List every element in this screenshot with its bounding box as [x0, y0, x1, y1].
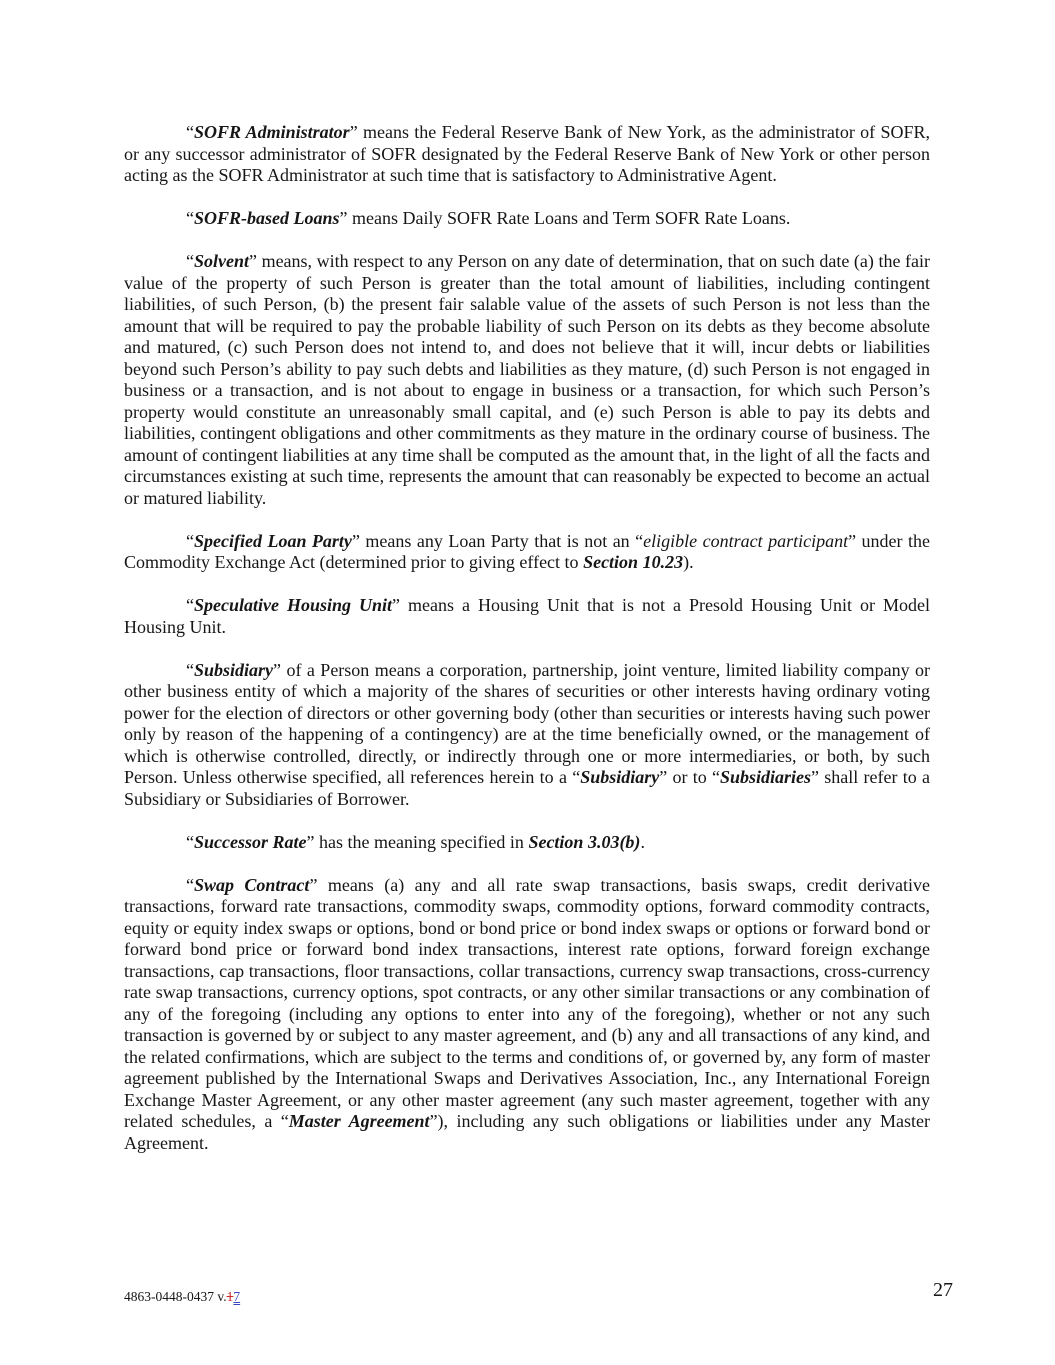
- paragraph-sofr-administrator: [124, 122, 930, 187]
- text-segment: Subsidiary: [580, 767, 660, 787]
- text-segment: eligible contract participant: [643, 530, 849, 551]
- text-segment: ” means any Loan Party that is not an “: [351, 530, 644, 551]
- text-segment: Master Agreement: [288, 1111, 430, 1131]
- text-segment: “: [186, 251, 194, 271]
- text-segment: “: [186, 530, 194, 551]
- paragraph-speculative-housing-unit: [124, 595, 930, 638]
- paragraph-swap-contract: [124, 875, 930, 1155]
- footer-doc-id: [124, 1289, 240, 1305]
- paragraph-specified-loan-party: [124, 531, 930, 574]
- text-segment: ”), including any such obligations or liabilities under any Master Agreement.: [124, 1111, 931, 1153]
- deleted-version-number: 1: [226, 1289, 234, 1304]
- text-segment: ” shall refer to a Subsidiary or Subsidiaries of Borrower.: [124, 767, 930, 809]
- doc-id-text: 4863-0448-0437 v.: [124, 1289, 227, 1304]
- text-segment: Section 3.03(b): [528, 831, 641, 852]
- text-segment: ” under the Commodity Exchange Act (determined prior to giving effect to: [124, 530, 930, 572]
- text-segment: ).: [683, 552, 694, 572]
- inserted-version-number: 7: [233, 1289, 241, 1304]
- text-segment: “: [186, 122, 194, 142]
- text-segment: “: [186, 595, 194, 615]
- text-segment: “: [186, 208, 194, 228]
- text-segment: SOFR Administrator: [194, 122, 350, 142]
- text-segment: ” has the meaning specified in: [306, 831, 529, 852]
- text-segment: Solvent: [194, 251, 250, 271]
- text-segment: ” or to “: [659, 767, 720, 787]
- text-segment: Subsidiary: [194, 659, 274, 680]
- text-segment: Specified Loan Party: [194, 530, 352, 551]
- paragraph-sofr-based-loans: [124, 208, 930, 230]
- text-segment: “: [186, 874, 194, 895]
- text-segment: ” of a Person means a corporation, partnership, joint venture, limited liability company or other business entity of which a majority of the shares of securities or other interests having ordinary voting power for the election of directors or other governing body (other than securities or interests having such power only by reason of the happening of a contingency) are at the time beneficially owned, or the management of which is otherwise controlled, directly, or indirectly through one or more intermediaries, or both, by such Person. Unless otherwise specified, all references herein to a “: [124, 659, 930, 787]
- paragraph-solvent: [124, 251, 930, 509]
- text-segment: Speculative Housing Unit: [194, 595, 393, 615]
- text-segment: ” means (a) any and all rate swap transactions, basis swaps, credit derivative transactions, forward rate transactions, commodity swaps, commodity options, forward commodity contracts, equity or equity index swaps or options, bond or bond price or bond index swaps or options or forward bond or forward bond price or forward bond index transactions, interest rate options, forward foreign exchange transactions, cap transactions, floor transactions, collar transactions, currency swap transactions, cross-currency rate swap transactions, currency options, spot contracts, or any other similar transactions or any combination of any of the foregoing (including any options to enter into any of the foregoing), whether or not any such transaction is governed by or subject to any master agreement, and (b) any and all transactions of any kind, and the related confirmations, which are subject to the terms and conditions of, or governed by, any form of master agreement published by the International Swaps and Derivatives Association, Inc., any International Foreign Exchange Master Agreement, or any other master agreement (any such master agreement, together with any related schedules, a “: [124, 874, 930, 1131]
- document-body: [124, 122, 930, 1176]
- text-segment: Subsidiaries: [719, 767, 812, 787]
- text-segment: SOFR-based Loans: [194, 208, 340, 228]
- text-segment: ” means Daily SOFR Rate Loans and Term SOFR Rate Loans.: [339, 208, 791, 228]
- text-segment: Section 10.23: [583, 552, 684, 572]
- text-segment: Successor Rate: [194, 831, 307, 852]
- text-segment: ” means, with respect to any Person on any date of determination, that on such date (a) the fair value of the property of such Person is greater than the total amount of liabilities, including contingent liabilities, of such Person, (b) the present fair salable value of the assets of such Person is not less than the amount that will be required to pay the probable liability of such Person on its debts as they become absolute and matured, (c) such Person does not intend to, and does not believe that it will, incur debts or liabilities beyond such Person’s ability to pay such debts and liabilities as they mature, (d) such Person is not engaged in business or a transaction, and is not about to engage in business or a transaction, for which such Person’s property would constitute an unreasonably small capital, and (e) such Person is able to pay its debts and liabilities, contingent obligations and other commitments as they mature in the ordinary course of business. The amount of contingent liabilities at any time shall be computed as the amount that, in the light of all the facts and circumstances existing at such time, represents the amount that can reasonably be expected to become an actual or matured liability.: [124, 251, 930, 508]
- text-segment: .: [640, 831, 645, 852]
- text-segment: “: [186, 659, 194, 680]
- paragraph-successor-rate: [124, 832, 930, 854]
- paragraph-subsidiary: [124, 660, 930, 811]
- text-segment: ” means a Housing Unit that is not a Presold Housing Unit or Model Housing Unit.: [124, 595, 930, 637]
- page-number: 27: [933, 1279, 953, 1301]
- text-segment: ” means the Federal Reserve Bank of New York, as the administrator of SOFR, or any successor administrator of SOFR designated by the Federal Reserve Bank of New York or other person acting as the SOFR Administrator at such time that is satisfactory to Administrative Agent.: [124, 122, 930, 185]
- text-segment: Swap Contract: [194, 874, 310, 895]
- text-segment: “: [186, 831, 194, 852]
